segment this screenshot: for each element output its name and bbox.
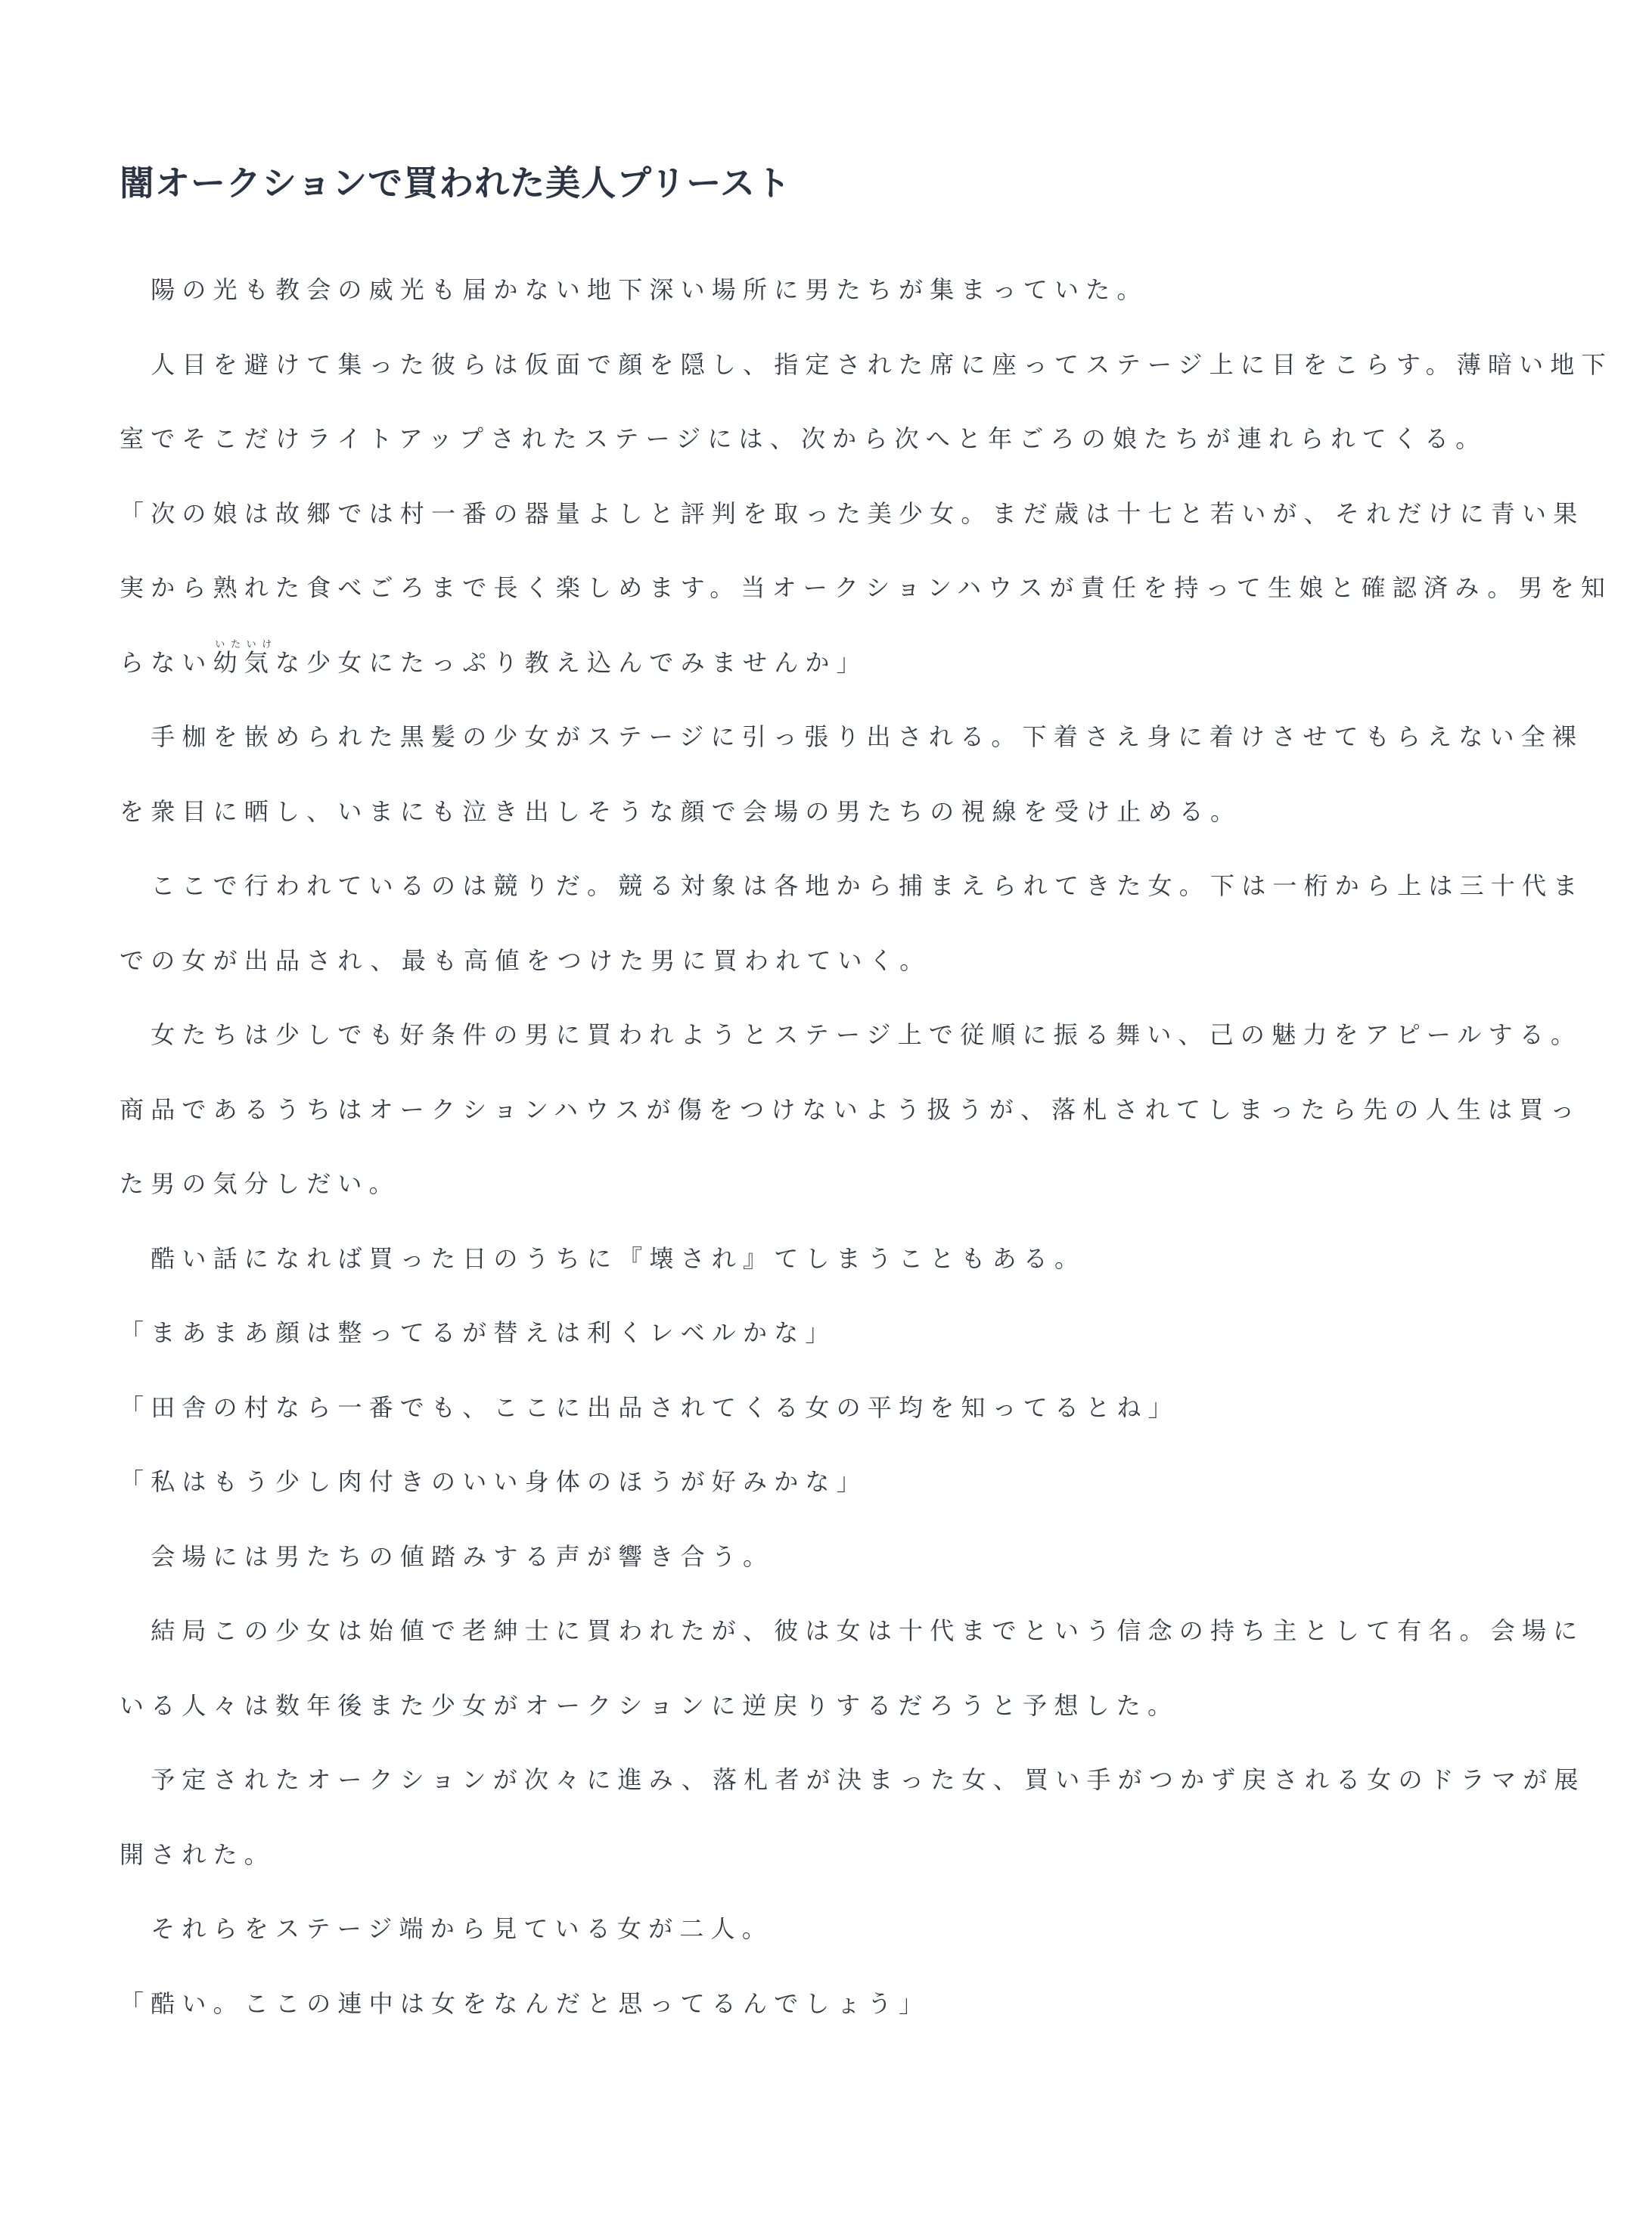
ruby-line-before: らない xyxy=(120,647,213,677)
text-line: いる人々は数年後また少女がオークションに逆戻りするだろうと予想した。 xyxy=(120,1690,1179,1720)
ruby-base: 幼気 xyxy=(213,647,276,677)
text-line: ここで行われているのは競りだ。競る対象は各地から捕まえられてきた女。下は一桁から上は三十代ま xyxy=(120,871,1585,900)
text-line: た男の気分しだい。 xyxy=(120,1169,400,1198)
ruby-line-after: な少女にたっぷり教え込んでみませんか」 xyxy=(275,647,868,677)
text-line: 商品であるうちはオークションハウスが傷をつけないよう扱うが、落札されてしまったら先の人生は買っ xyxy=(120,1094,1582,1124)
document-body xyxy=(120,253,1613,2041)
text-line: 開された。 xyxy=(120,1839,276,1869)
text-line: それらをステージ端から見ている女が二人。 xyxy=(120,1914,773,1943)
text-line: 人目を避けて集った彼らは仮面で顔を隠し、指定された席に座ってステージ上に目をこらす。薄暗い地下 xyxy=(120,349,1613,379)
document-title: 闇オークションで買われた美人プリースト xyxy=(120,163,791,203)
text-line: 「田舎の村なら一番でも、ここに出品されてくる女の平均を知ってるとね」 xyxy=(120,1392,1179,1422)
text-line: 酷い話になれば買った日のうちに『壊され』てしまうこともある。 xyxy=(120,1243,1086,1273)
text-line: 会場には男たちの値踏みする声が響き合う。 xyxy=(120,1541,775,1571)
text-line-ruby xyxy=(120,625,1542,700)
text-line: での女が出品され、最も高値をつけた男に買われていく。 xyxy=(120,945,931,975)
text-line: 女たちは少しでも好条件の男に買われようとステージ上で従順に振る舞い、己の魅力をアピールする。 xyxy=(120,1020,1582,1049)
text-line: 予定されたオークションが次々に進み、落札者が決まった女、買い手がつかず戻される女のドラマが展 xyxy=(120,1765,1585,1794)
text-line: 「まあまあ顔は整ってるが替えは利くレベルかな」 xyxy=(120,1318,837,1347)
text-line: を衆目に晒し、いまにも泣き出しそうな顔で会場の男たちの視線を受け止める。 xyxy=(120,796,1242,826)
text-line: 「酷い。ここの連中は女をなんだと思ってるんでしょう」 xyxy=(120,1988,930,2018)
text-line: 手枷を嵌められた黒髪の少女がステージに引っ張り出される。下着さえ身に着けさせてもらえない全裸 xyxy=(120,722,1584,751)
text-line: 結局この少女は始値で老紳士に買われたが、彼は女は十代までという信念の持ち主として有名。会場に xyxy=(120,1616,1585,1645)
text-line: 「私はもう少し肉付きのいい身体のほうが好みかな」 xyxy=(120,1467,868,1496)
text-line: 陽の光も教会の威光も届かない地下深い場所に男たちが集まっていた。 xyxy=(120,275,1148,304)
ruby-reading: いたいけ xyxy=(213,638,276,650)
text-line: 室でそこだけライトアップされたステージには、次から次へと年ごろの娘たちが連れられてくる。 xyxy=(120,424,1487,453)
ruby-word xyxy=(213,638,276,677)
text-line: 「次の娘は故郷では村一番の器量よしと評判を取った美少女。まだ歳は十七と若いが、それだけに青い果 xyxy=(120,498,1585,528)
text-line: 実から熟れた食べごろまで長く楽しめます。当オークションハウスが責任を持って生娘と確認済み。男を知 xyxy=(120,573,1613,602)
document-page xyxy=(120,151,1613,2041)
